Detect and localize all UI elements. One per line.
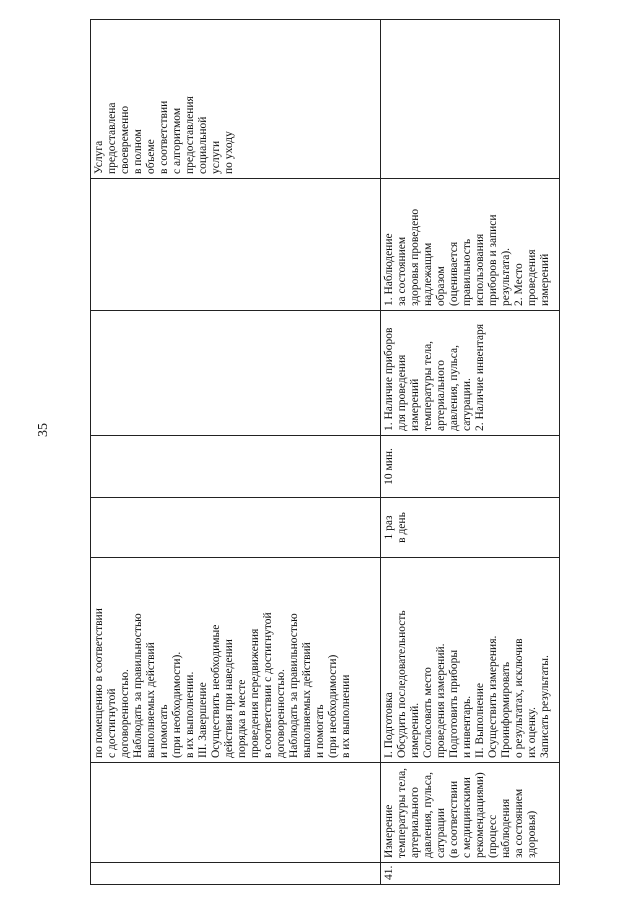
- page-number: 35: [36, 423, 51, 437]
- text-line: измерений: [539, 253, 551, 306]
- frequency-text: [383, 502, 409, 553]
- text-line: для проведения: [396, 354, 408, 431]
- text-line: действия при наведении: [223, 639, 235, 758]
- cell-41-result: [381, 20, 560, 179]
- cell-41-duration: [381, 436, 560, 498]
- text-line: предоставления: [184, 96, 196, 174]
- text-line: использования: [474, 233, 486, 306]
- text-line: Записать результаты.: [539, 655, 551, 758]
- text-line: Услуга: [93, 140, 105, 174]
- cell-41-conditions: [381, 311, 560, 436]
- text-line: 1. Наличие приборов: [383, 327, 395, 431]
- text-line: давления, пульса,: [422, 771, 434, 858]
- text-line: проведения: [526, 249, 538, 306]
- cell-41-algorithm: [381, 558, 560, 763]
- conditions-text: [383, 315, 487, 431]
- text-line: Осуществить необходимые: [210, 624, 222, 758]
- text-line: выполняемых действий: [301, 642, 313, 758]
- text-line: в день: [396, 512, 408, 543]
- cell-continuation-num: [91, 863, 381, 885]
- text-line: с достигнутой: [106, 688, 118, 758]
- text-line: (при необходимости).: [171, 651, 183, 758]
- row-number: 41.: [383, 865, 395, 880]
- text-line: за состоянием: [513, 788, 525, 858]
- text-line: в соответствии с достигнутой: [262, 612, 274, 758]
- table-row-41: [381, 20, 560, 885]
- document-sheet: [90, 20, 560, 885]
- text-line: с алгоритмом: [171, 107, 183, 174]
- text-line: температуры тела,: [422, 340, 434, 431]
- text-line: измерений: [409, 378, 421, 431]
- table-row-continuation: [91, 20, 381, 885]
- text-line: рекомендациями): [474, 772, 486, 858]
- text-line: I. Подготовка: [383, 692, 395, 758]
- text-line: Наблюдать за правильностью: [288, 613, 300, 758]
- text-line: в их выполнении: [340, 674, 352, 758]
- text-line: сатурации: [435, 808, 447, 858]
- text-line: проведения измерений.: [435, 643, 447, 758]
- text-line: образом: [435, 266, 447, 306]
- text-line: Проинформировать: [500, 661, 512, 758]
- cell-41-frequency: [381, 498, 560, 558]
- service-table: [90, 19, 560, 885]
- text-line: (при необходимости): [327, 654, 339, 758]
- text-line: здоровья проведено: [409, 208, 421, 306]
- text-line: в их выполнении.: [184, 671, 196, 758]
- cell-continuation-algorithm: [91, 558, 381, 763]
- text-line: в полном: [132, 129, 144, 174]
- text-line: артериального: [409, 786, 421, 858]
- cell-41-service: [381, 763, 560, 863]
- continuation-result-text: [93, 24, 236, 174]
- cell-continuation-service: [91, 763, 381, 863]
- cell-41-num: [381, 863, 560, 885]
- text-line: измерений.: [409, 702, 421, 758]
- cell-continuation-quality: [91, 179, 381, 311]
- text-line: Согласовать место: [422, 667, 434, 758]
- text-line: здоровья): [526, 810, 538, 858]
- continuation-algorithm-text: [93, 562, 353, 758]
- cell-41-quality: [381, 179, 560, 311]
- text-line: 2. Место: [513, 263, 525, 306]
- algorithm-text: [383, 562, 552, 758]
- text-line: с медицинскими: [461, 777, 473, 858]
- text-line: III. Завершение: [197, 682, 209, 758]
- text-line: 1. Наблюдение: [383, 233, 395, 306]
- text-line: температуры тела,: [396, 767, 408, 858]
- text-line: социальной: [197, 116, 209, 174]
- text-line: и помогать: [314, 704, 326, 758]
- text-line: Измерение: [383, 804, 395, 858]
- quality-text: [383, 183, 552, 306]
- text-line: проведения передвижения: [249, 628, 261, 758]
- text-line: своевременно: [119, 105, 131, 174]
- text-line: договоренностью.: [275, 669, 287, 758]
- cell-continuation-result: [91, 20, 381, 179]
- cell-continuation-conditions: [91, 311, 381, 436]
- text-line: Наблюдать за правильностью: [132, 613, 144, 758]
- text-line: Подготовить приборы: [448, 649, 460, 758]
- text-line: надлежащим: [422, 242, 434, 306]
- rotated-table-wrapper: [90, 20, 560, 885]
- text-line: (оценивается: [448, 241, 460, 306]
- text-line: результата).: [500, 247, 512, 306]
- text-line: услуги: [210, 140, 222, 174]
- text-line: правильность: [461, 238, 473, 306]
- text-line: предоставлена: [106, 102, 118, 174]
- text-line: по уходу: [223, 131, 235, 174]
- text-line: (процесс наблюдения: [487, 798, 512, 858]
- duration-text: 10 мин.: [383, 448, 395, 485]
- text-line: объеме: [145, 139, 157, 174]
- text-line: их оценку.: [526, 707, 538, 758]
- text-line: II. Выполнение: [474, 683, 486, 758]
- text-line: договоренностью.: [119, 669, 131, 758]
- text-line: порядка в месте: [236, 679, 248, 758]
- service-name-text: [383, 767, 539, 858]
- text-line: за состоянием: [396, 236, 408, 306]
- text-line: по помещению в соответствии: [93, 608, 105, 758]
- text-line: в соответствии: [158, 100, 170, 174]
- text-line: Осуществить измерения.: [487, 635, 499, 758]
- text-line: (в соответствии: [448, 780, 460, 858]
- text-line: артериального: [435, 359, 447, 431]
- text-line: 2. Наличие инвентаря: [474, 323, 486, 431]
- text-line: выполняемых действий: [145, 642, 157, 758]
- text-line: 1 раз: [383, 515, 395, 540]
- text-line: сатурации.: [461, 378, 473, 431]
- text-line: и помогать: [158, 704, 170, 758]
- cell-continuation-duration: [91, 436, 381, 498]
- text-line: давления, пульса,: [448, 344, 460, 431]
- text-line: и инвентарь.: [461, 695, 473, 758]
- cell-continuation-frequency: [91, 498, 381, 558]
- text-line: о результатах, исключив: [513, 638, 525, 758]
- text-line: Обсудить последовательность: [396, 610, 408, 758]
- text-line: приборов и записи: [487, 214, 499, 306]
